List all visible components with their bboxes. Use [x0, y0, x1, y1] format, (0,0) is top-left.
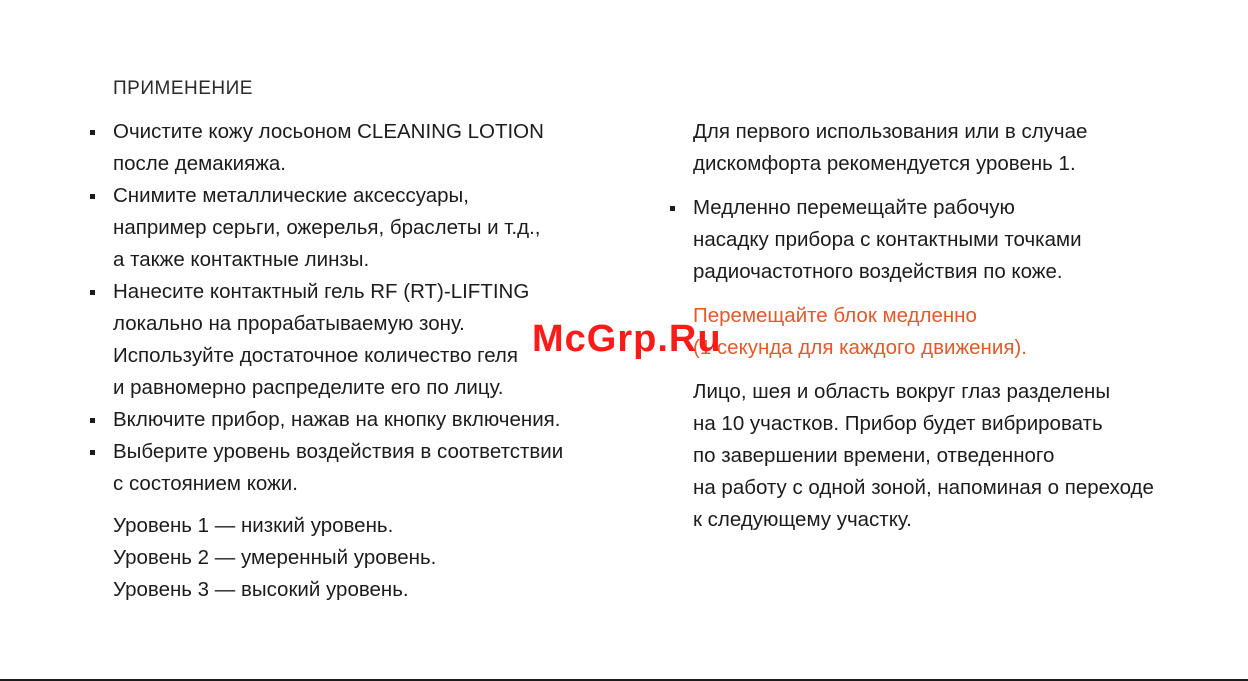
bullet-marker: [90, 436, 113, 468]
bullet-text-line: например серьги, ожерелья, браслеты и т.д.,: [113, 216, 541, 239]
bullet-text-line: а также контактные линзы.: [113, 248, 370, 271]
level-line: Уровень 2 — умеренный уровень.: [113, 546, 437, 569]
intro-paragraph: [670, 116, 1230, 180]
paragraph-line: к следующему участку.: [693, 508, 912, 531]
bullet-text-line: Снимите металлические аксессуары,: [113, 184, 469, 207]
bullet-text-line: Медленно перемещайте рабочую: [693, 196, 1015, 219]
bullet-text-line: Очистите кожу лосьоном CLEANING LOTION: [113, 120, 544, 143]
bullet-item: [90, 436, 630, 500]
bullet-item: [90, 404, 630, 436]
bullet-text-line: локально на прорабатываемую зону.: [113, 312, 465, 335]
right-column: [670, 116, 1230, 536]
bullet-text-line: радиочастотного воздействия по коже.: [693, 260, 1063, 283]
bullet-text-line: с состоянием кожи.: [113, 472, 298, 495]
section-heading: ПРИМЕНЕНИЕ: [113, 78, 253, 99]
paragraph-line: дискомфорта рекомендуется уровень 1.: [693, 152, 1076, 175]
bullet-marker: [90, 404, 113, 436]
bullet-text-line: Выберите уровень воздействия в соответствии: [113, 440, 564, 463]
watermark: McGrp.Ru: [532, 318, 722, 360]
bullet-text-line: и равномерно распределите его по лицу.: [113, 376, 504, 399]
outro-paragraph: [670, 376, 1230, 536]
bullet-text-line: Используйте достаточное количество геля: [113, 344, 518, 367]
bullet-text-line: насадку прибора с контактными точками: [693, 228, 1082, 251]
bullet-text-line: Нанесите контактный гель RF (RT)-LIFTING: [113, 280, 530, 303]
bullet-marker: [90, 116, 113, 148]
bullet-item: [90, 180, 630, 276]
bullet-text-line: после демакияжа.: [113, 152, 286, 175]
paragraph-line: на 10 участков. Прибор будет вибрировать: [693, 412, 1103, 435]
bullet-text-line: Включите прибор, нажав на кнопку включения.: [113, 408, 561, 431]
accent-line: Перемещайте блок медленно: [693, 304, 977, 327]
paragraph-line: Для первого использования или в случае: [693, 120, 1088, 143]
bullet-item: [90, 116, 630, 180]
paragraph-line: Лицо, шея и область вокруг глаз разделены: [693, 380, 1111, 403]
paragraph-line: на работу с одной зоной, напоминая о переходе: [693, 476, 1154, 499]
bullet-marker: [670, 192, 693, 224]
accent-note: [670, 300, 1230, 364]
left-column: [90, 116, 630, 606]
bullet-marker: [90, 180, 113, 212]
accent-line: (1 секунда для каждого движения).: [693, 336, 1027, 359]
bullet-item: [670, 192, 1230, 288]
levels-list: [90, 510, 630, 606]
bullet-marker: [90, 276, 113, 308]
level-line: Уровень 1 — низкий уровень.: [113, 514, 394, 537]
paragraph-line: по завершении времени, отведенного: [693, 444, 1055, 467]
level-line: Уровень 3 — высокий уровень.: [113, 578, 409, 601]
